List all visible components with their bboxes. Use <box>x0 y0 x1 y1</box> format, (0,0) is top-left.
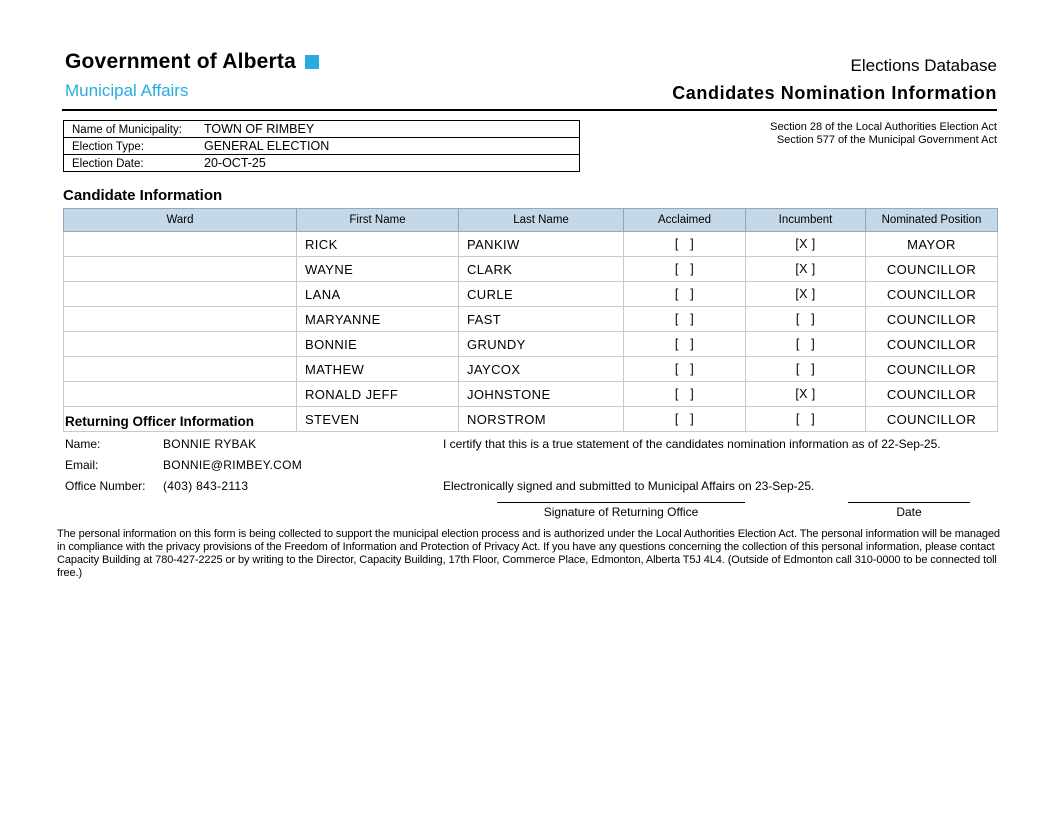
government-title-text: Government of Alberta <box>65 50 296 73</box>
first-name-cell: STEVEN <box>297 407 459 432</box>
incumbent-checkbox: [ ] <box>746 307 866 332</box>
table-row <box>64 307 998 332</box>
header-divider <box>62 109 997 111</box>
signature-label: Signature of Returning Office <box>543 505 699 519</box>
statute-references <box>770 121 997 146</box>
acclaimed-checkbox: [ ] <box>624 407 746 432</box>
election-date-label: Election Date: <box>72 158 144 170</box>
date-line <box>848 502 970 503</box>
ro-email-label: Email: <box>65 458 99 472</box>
privacy-footnote: The personal information on this form is being collected to support the municipal election process and is authorized under the Local Authorities Election Act. The personal information will be managed in compliance with the privacy provisions of the Freedom of Information and Protection of Privacy Act. If you have any questions concerning the collection of this personal information, please contact Capacity Building at 780-427-2225 or by writing to the Director, Capacity Building, 17th Floor, Commerce Place, Edmonton, Alberta T5J 4L4. (Outside of Edmonton call 310-0000 to be connected toll free.) <box>57 528 1000 579</box>
column-header-ward: Ward <box>64 209 297 232</box>
first-name-cell: LANA <box>297 282 459 307</box>
first-name-cell: BONNIE <box>297 332 459 357</box>
ro-office-number-value: (403) 843-2113 <box>163 479 249 493</box>
ro-email-value: BONNIE@RIMBEY.COM <box>163 458 303 472</box>
nominated-position-cell: COUNCILLOR <box>866 332 998 357</box>
brand-square-icon <box>305 55 319 69</box>
municipality-name-row <box>63 120 580 138</box>
column-header-nominated-position: Nominated Position <box>866 209 998 232</box>
nominated-position-cell: COUNCILLOR <box>866 357 998 382</box>
incumbent-checkbox: [ ] <box>746 357 866 382</box>
statute-line-1: Section 28 of the Local Authorities Election Act <box>770 121 997 133</box>
ro-name-value: BONNIE RYBAK <box>163 437 257 451</box>
department-title: Municipal Affairs <box>65 81 189 100</box>
form-title: Candidates Nomination Information <box>672 83 997 103</box>
acclaimed-checkbox: [ ] <box>624 332 746 357</box>
candidates-table <box>63 208 998 432</box>
nominated-position-cell: COUNCILLOR <box>866 282 998 307</box>
database-title: Elections Database <box>850 56 997 75</box>
election-type-value: GENERAL ELECTION <box>204 139 330 153</box>
incumbent-checkbox: [X ] <box>746 282 866 307</box>
last-name-cell: JOHNSTONE <box>459 382 624 407</box>
nominated-position-cell: COUNCILLOR <box>866 307 998 332</box>
statute-line-2: Section 577 of the Municipal Government Act <box>776 133 997 146</box>
column-header-last-name: Last Name <box>459 209 624 232</box>
submission-statement: Electronically signed and submitted to Municipal Affairs on 23-Sep-25. <box>443 479 815 493</box>
table-header-row <box>64 209 998 232</box>
signature-line <box>497 502 745 503</box>
table-row <box>64 282 998 307</box>
table-row <box>64 382 998 407</box>
ro-office-number-label: Office Number: <box>65 479 146 493</box>
nominated-position-cell: COUNCILLOR <box>866 407 998 432</box>
last-name-cell: JAYCOX <box>459 357 624 382</box>
last-name-cell: FAST <box>459 307 624 332</box>
election-type-row <box>63 137 580 155</box>
last-name-cell: CURLE <box>459 282 624 307</box>
column-header-first-name: First Name <box>297 209 459 232</box>
ward-cell <box>64 282 297 307</box>
municipality-name-label: Name of Municipality: <box>72 124 182 136</box>
column-header-incumbent: Incumbent <box>746 209 866 232</box>
election-date-row <box>63 154 580 172</box>
returning-officer-heading: Returning Officer Information <box>65 414 254 429</box>
last-name-cell: NORSTROM <box>459 407 624 432</box>
table-row <box>64 257 998 282</box>
ward-cell <box>64 332 297 357</box>
acclaimed-checkbox: [ ] <box>624 382 746 407</box>
ward-cell <box>64 357 297 382</box>
last-name-cell: GRUNDY <box>459 332 624 357</box>
government-of-alberta-logo <box>65 50 319 74</box>
ro-name-label: Name: <box>65 437 101 451</box>
acclaimed-checkbox: [ ] <box>624 282 746 307</box>
table-row <box>64 357 998 382</box>
first-name-cell: MATHEW <box>297 357 459 382</box>
acclaimed-checkbox: [ ] <box>624 257 746 282</box>
election-type-label: Election Type: <box>72 141 145 153</box>
incumbent-checkbox: [ ] <box>746 332 866 357</box>
municipality-name-value: TOWN OF RIMBEY <box>204 122 315 136</box>
nominated-position-cell: MAYOR <box>866 232 998 257</box>
last-name-cell: PANKIW <box>459 232 624 257</box>
table-row <box>64 232 998 257</box>
date-label: Date <box>896 505 922 519</box>
first-name-cell: MARYANNE <box>297 307 459 332</box>
ward-cell <box>64 307 297 332</box>
nominated-position-cell: COUNCILLOR <box>866 382 998 407</box>
incumbent-checkbox: [X ] <box>746 382 866 407</box>
municipality-info-box <box>63 120 580 172</box>
column-header-acclaimed: Acclaimed <box>624 209 746 232</box>
first-name-cell: RICK <box>297 232 459 257</box>
acclaimed-checkbox: [ ] <box>624 357 746 382</box>
incumbent-checkbox: [X ] <box>746 257 866 282</box>
ward-cell <box>64 232 297 257</box>
election-date-value: 20-OCT-25 <box>204 156 266 170</box>
incumbent-checkbox: [ ] <box>746 407 866 432</box>
ward-cell <box>64 257 297 282</box>
last-name-cell: CLARK <box>459 257 624 282</box>
first-name-cell: RONALD JEFF <box>297 382 459 407</box>
first-name-cell: WAYNE <box>297 257 459 282</box>
incumbent-checkbox: [X ] <box>746 232 866 257</box>
acclaimed-checkbox: [ ] <box>624 307 746 332</box>
table-row <box>64 332 998 357</box>
acclaimed-checkbox: [ ] <box>624 232 746 257</box>
nominated-position-cell: COUNCILLOR <box>866 257 998 282</box>
candidate-information-heading: Candidate Information <box>63 187 223 204</box>
certification-statement: I certify that this is a true statement of the candidates nomination information as of 22-Sep-25. <box>443 437 941 451</box>
ward-cell <box>64 382 297 407</box>
